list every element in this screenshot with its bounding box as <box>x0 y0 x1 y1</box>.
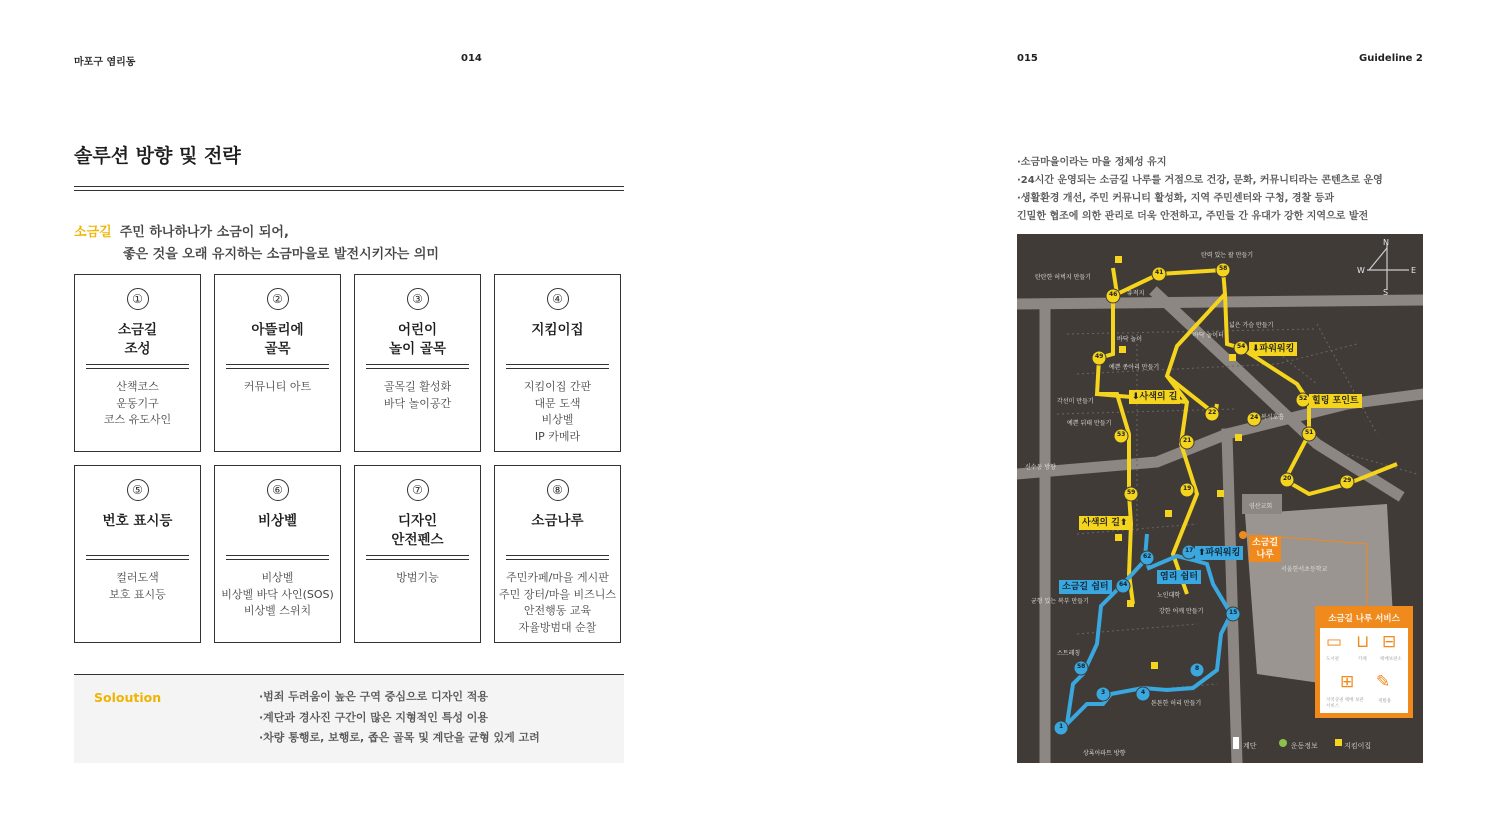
map-label: 예쁜 뒤태 만들기 <box>1067 420 1112 427</box>
card-description: 골목길 활성화 바닥 놀이공간 <box>383 380 452 410</box>
card-description: 주민카페/마을 게시판 주민 장터/마을 비즈니스 안전행동 교육 자율방범대 순찰 <box>499 571 616 634</box>
card-number: ⑥ <box>267 479 289 501</box>
title-rule-bottom <box>74 190 624 191</box>
route-tag-reflection-2: 사색의 길⬆ <box>1079 516 1130 530</box>
map-node-label: 21 <box>1183 437 1192 444</box>
box-icon: ⊟ <box>1382 632 1397 652</box>
map-label: 예쁜 종아리 만들기 <box>1109 364 1160 371</box>
map-node-label: 46 <box>1109 291 1118 298</box>
naru-service-box <box>1315 606 1413 718</box>
header-left-title: 마포구 염리동 <box>74 57 136 68</box>
card-number: ③ <box>407 288 429 310</box>
page-number-right: 015 <box>1017 53 1038 64</box>
naru-service-panel <box>1320 628 1408 713</box>
compass-north: N <box>1383 238 1389 247</box>
card-title: 소금나루 <box>531 513 584 529</box>
card-title: 디자인 안전펜스 <box>391 513 444 548</box>
strategy-card-grid <box>74 274 624 646</box>
solution-box <box>74 674 624 763</box>
yeomri-shelter-tag: 염리 쉼터 <box>1157 570 1201 584</box>
strategy-bullet: ·생활환경 개선, 주민 커뮤니티 활성화, 지역 주민센터와 구청, 경찰 등과 <box>1017 193 1335 204</box>
card-title: 어린이 놀이 골목 <box>389 322 446 357</box>
map-label: 강한 어깨 만들기 <box>1159 608 1204 615</box>
header-right-title: Guideline 2 <box>1359 53 1423 64</box>
recycle-icon: ✎ <box>1376 672 1391 692</box>
route-tag-reflection: ⬇사색의 길 <box>1129 390 1180 404</box>
book-icon: ▭ <box>1326 632 1343 652</box>
map-label: 균형 있는 복부 만들기 <box>1031 598 1089 605</box>
service-caption: 재활용 <box>1378 699 1392 704</box>
map-node-label: 24 <box>1250 414 1259 421</box>
map-node-label: 8 <box>1195 665 1200 672</box>
map-node-label: 20 <box>1283 475 1292 482</box>
route-tag-power-walking: ⬇파워워킹 <box>1249 342 1297 356</box>
card-number: ② <box>267 288 289 310</box>
card-divider <box>366 555 469 560</box>
strategy-bullets <box>1017 154 1383 226</box>
naru-marker <box>1239 531 1247 539</box>
cup-icon: ⊔ <box>1356 632 1370 652</box>
map-node-label: 62 <box>1143 553 1152 560</box>
card-divider <box>86 555 189 560</box>
card-divider <box>506 555 609 560</box>
card-divider <box>86 364 189 369</box>
intro-text <box>74 222 439 266</box>
map-legend <box>1233 741 1381 751</box>
salt-naru-tag: 소금길 나루 <box>1249 536 1281 562</box>
map-node-label: 58 <box>1077 663 1086 670</box>
church-label: 염산교회 <box>1249 503 1273 510</box>
map-label: 복식호흡 <box>1261 414 1285 421</box>
strategy-card <box>214 465 341 643</box>
strategy-card <box>354 274 481 452</box>
service-caption: 도서관 <box>1326 657 1340 662</box>
map-label: 튼튼한 허리 만들기 <box>1151 700 1202 707</box>
strategy-card <box>214 274 341 452</box>
map-node-label: 4 <box>1141 689 1146 696</box>
solution-item: ·계단과 경사진 구간이 많은 지형적인 특성 이용 <box>259 710 489 724</box>
title-rule-top <box>74 186 624 187</box>
page-number-left: 014 <box>461 53 482 64</box>
card-number: ⑦ <box>407 479 429 501</box>
map-node-label: 29 <box>1343 477 1352 484</box>
strategy-card <box>74 274 201 452</box>
section-title: 솔루션 방향 및 전략 <box>74 145 241 167</box>
map-label: 노인대학 <box>1157 592 1181 599</box>
solution-label: Soloution <box>94 690 162 705</box>
strategy-bullet: 긴밀한 협조에 의한 관리로 더욱 안전하고, 주민들 간 유대가 강한 지역으로 발전 <box>1017 211 1369 222</box>
card-description: 방범기능 <box>396 571 439 584</box>
legend-stairs: 계단 <box>1243 742 1257 750</box>
card-description: 비상벨 비상벨 바닥 사인(SOS) 비상벨 스위치 <box>221 571 334 617</box>
card-number: ① <box>127 288 149 310</box>
intro-line2: 좋은 것을 오래 유지하는 소금마을로 발전시키자는 의미 <box>123 247 439 262</box>
naru-service-title: 소금길 나루 서비스 <box>1328 614 1400 624</box>
map-label: 상록아파트 방향 <box>1083 750 1126 757</box>
strategy-card <box>74 465 201 643</box>
card-description: 산책코스 운동기구 코스 유도사인 <box>103 380 172 426</box>
route-tag-healing: 힐링 포인트 <box>1309 394 1362 408</box>
map-node-label: 17 <box>1185 547 1194 554</box>
map-label: 바닥 놀이 <box>1117 336 1143 343</box>
card-title: 번호 표시등 <box>102 513 173 529</box>
card-divider <box>366 364 469 369</box>
compass-south: S <box>1383 288 1389 297</box>
gift-icon: ⊞ <box>1340 672 1355 692</box>
card-title: 비상벨 <box>257 513 298 529</box>
card-divider <box>226 364 329 369</box>
map-node-label: 52 <box>1299 395 1308 402</box>
map-label: 신수동 방향 <box>1025 464 1056 471</box>
card-number: ④ <box>547 288 569 310</box>
map-node-label: 59 <box>1127 489 1136 496</box>
service-caption: 택배보관소 <box>1380 657 1402 662</box>
salt-road-shelter-tag: 소금길 쉼터 <box>1059 580 1112 594</box>
map-node-label: 3 <box>1101 689 1106 696</box>
map-node-label: 1 <box>1059 723 1064 730</box>
map-label: 탄탄한 허벅지 만들기 <box>1035 274 1091 281</box>
map-node-label: 19 <box>1183 485 1192 492</box>
map-label: 스트레칭 <box>1057 650 1081 657</box>
map-node-label: 15 <box>1229 609 1238 616</box>
solution-list <box>259 687 540 749</box>
card-number: ⑤ <box>127 479 149 501</box>
service-caption: 카페 <box>1358 657 1367 662</box>
strategy-bullet: ·소금마을이라는 마을 정체성 유지 <box>1017 157 1167 168</box>
strategy-card <box>354 465 481 643</box>
card-description: 컬러도색 보호 표시등 <box>109 571 166 601</box>
card-number: ⑧ <box>547 479 569 501</box>
card-title: 지킴이집 <box>531 322 584 338</box>
compass-west: W <box>1357 266 1365 275</box>
intro-line1: 주민 하나하나가 소금이 되어, <box>119 225 289 240</box>
map-node-label: 53 <box>1117 431 1126 438</box>
card-description: 지킴이집 간판 대문 도색 비상벨 IP 카메라 <box>523 380 592 443</box>
card-divider <box>226 555 329 560</box>
compass-east: E <box>1411 266 1417 275</box>
intro-keyword: 소금길 <box>74 225 112 240</box>
service-caption: 지역상권 택배 보관 서비스 <box>1326 698 1364 709</box>
solution-item: ·차량 통행로, 보행로, 좁은 골목 및 계단을 균형 있게 고려 <box>259 731 540 744</box>
map-label: 유적지 <box>1127 290 1145 297</box>
school-label: 서울한서초등학교 <box>1281 566 1328 573</box>
map-node-label: 58 <box>1219 265 1228 272</box>
map-node-label: 51 <box>1305 429 1314 436</box>
salt-road-map <box>1017 234 1423 763</box>
map-node-label: 54 <box>1237 343 1246 350</box>
map-node-label: 49 <box>1095 353 1104 360</box>
map-node-label: 22 <box>1208 409 1217 416</box>
map-node-label: 64 <box>1119 581 1128 588</box>
map-node-label: 41 <box>1155 269 1164 276</box>
card-title: 소금길 조성 <box>117 322 158 357</box>
strategy-card <box>494 465 621 643</box>
strategy-card <box>494 274 621 452</box>
solution-item: ·범죄 두려움이 높은 구역 중심으로 디자인 적용 <box>259 690 489 703</box>
route-tag-power-walking-2: ⬆파워워킹 <box>1195 546 1243 560</box>
legend-exercise: 운동정보 <box>1290 742 1318 750</box>
map-label: 넓은 가슴 만들기 <box>1229 322 1274 329</box>
legend-guardhouse: 지킴이집 <box>1344 742 1372 750</box>
map-label: 각선미 만들기 <box>1057 398 1094 405</box>
map-label: 바닥 놀이터 <box>1193 332 1224 339</box>
map-label: 탄력 있는 팔 만들기 <box>1201 252 1254 259</box>
card-divider <box>506 364 609 369</box>
card-title: 아뜰리에 골목 <box>251 322 304 357</box>
strategy-bullet: ·24시간 운영되는 소금길 나루를 거점으로 건강, 문화, 커뮤니티라는 콘텐츠로 운영 <box>1017 175 1383 186</box>
card-description: 커뮤니티 아트 <box>243 380 312 393</box>
